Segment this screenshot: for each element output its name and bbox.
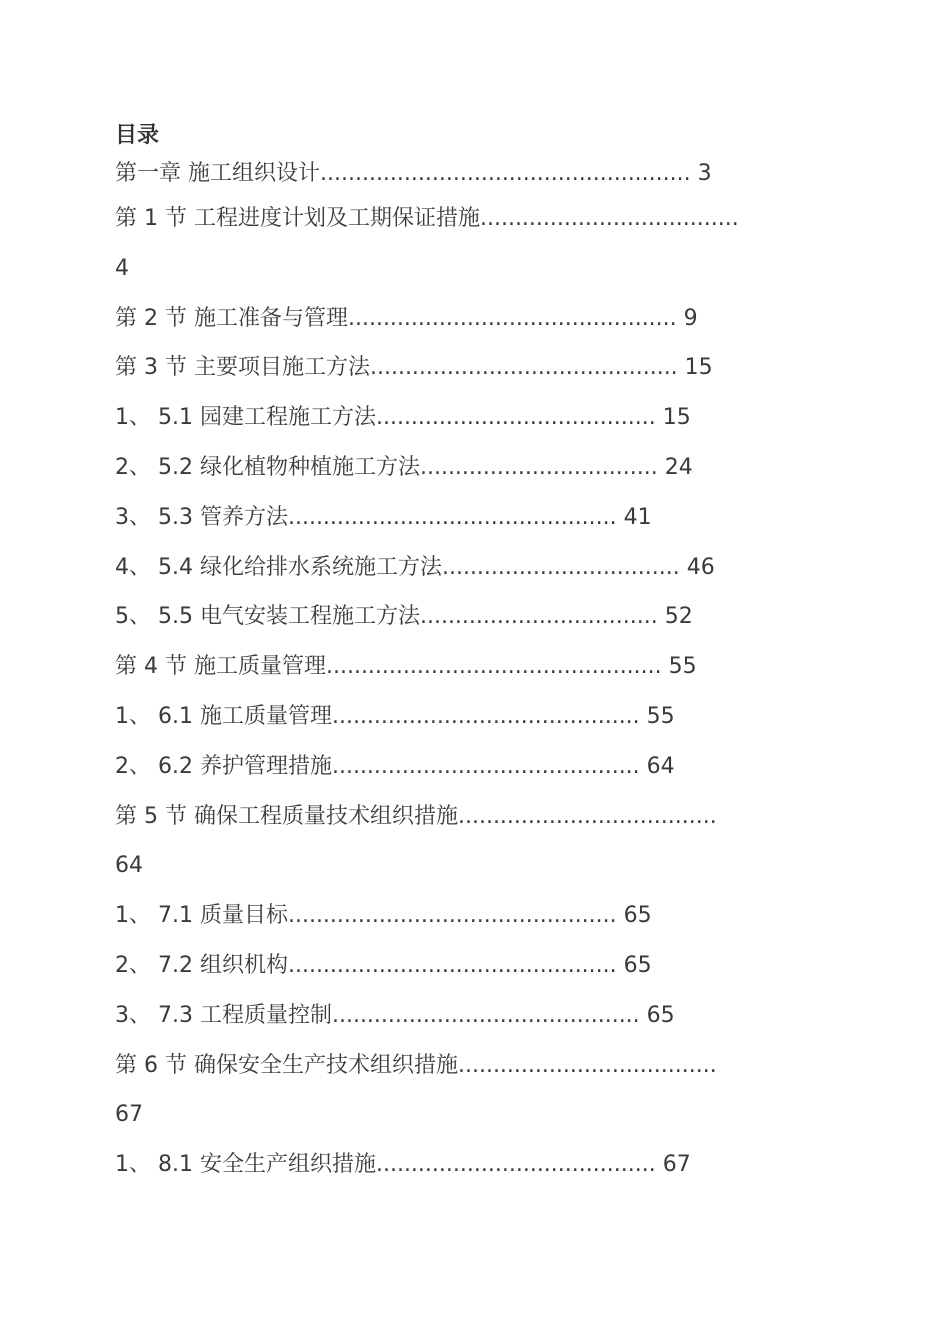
toc-entry[interactable]: 第 2 节 施工准备与管理............................................... 9 [115, 305, 698, 331]
toc-entry[interactable]: 4、 5.4 绿化给排水系统施工方法.................................. 46 [115, 554, 715, 580]
toc [115, 118, 835, 1190]
toc-entry-page-number[interactable]: 67 [115, 1102, 143, 1128]
toc-entry[interactable]: 第 4 节 施工质量管理................................................ 55 [115, 654, 697, 680]
toc-list [115, 154, 835, 1190]
toc-entry[interactable]: 2、 5.2 绿化植物种植施工方法.................................. 24 [115, 454, 693, 480]
toc-entry[interactable]: 第 6 节 确保安全生产技术组织措施..................................... [115, 1052, 717, 1078]
toc-entry[interactable]: 2、 6.2 养护管理措施............................................ 64 [115, 753, 675, 779]
toc-entry[interactable]: 5、 5.5 电气安装工程施工方法.................................. 52 [115, 604, 693, 630]
toc-title: 目录 [115, 123, 160, 148]
toc-entry[interactable]: 1、 7.1 质量目标............................................... 65 [115, 903, 652, 929]
toc-entry[interactable]: 第 1 节 工程进度计划及工期保证措施..................................... [115, 206, 739, 231]
toc-entry[interactable]: 3、 5.3 管养方法............................................... 41 [115, 504, 652, 530]
toc-entry[interactable]: 第一章 施工组织设计..................................................... 3 [115, 161, 712, 186]
toc-entry-page-number[interactable]: 4 [115, 255, 129, 281]
toc-entry[interactable]: 2、 7.2 组织机构............................................... 65 [115, 952, 652, 978]
toc-entry[interactable]: 第 5 节 确保工程质量技术组织措施..................................... [115, 803, 717, 829]
toc-entry[interactable]: 1、 8.1 安全生产组织措施........................................ 67 [115, 1152, 691, 1178]
toc-entry-page-number[interactable]: 64 [115, 853, 143, 879]
toc-entry[interactable]: 1、 6.1 施工质量管理............................................ 55 [115, 703, 675, 729]
toc-entry[interactable]: 第 3 节 主要项目施工方法............................................ 15 [115, 355, 713, 381]
toc-entry[interactable]: 1、 5.1 园建工程施工方法........................................ 15 [115, 405, 691, 431]
toc-entry[interactable]: 3、 7.3 工程质量控制............................................ 65 [115, 1002, 675, 1028]
